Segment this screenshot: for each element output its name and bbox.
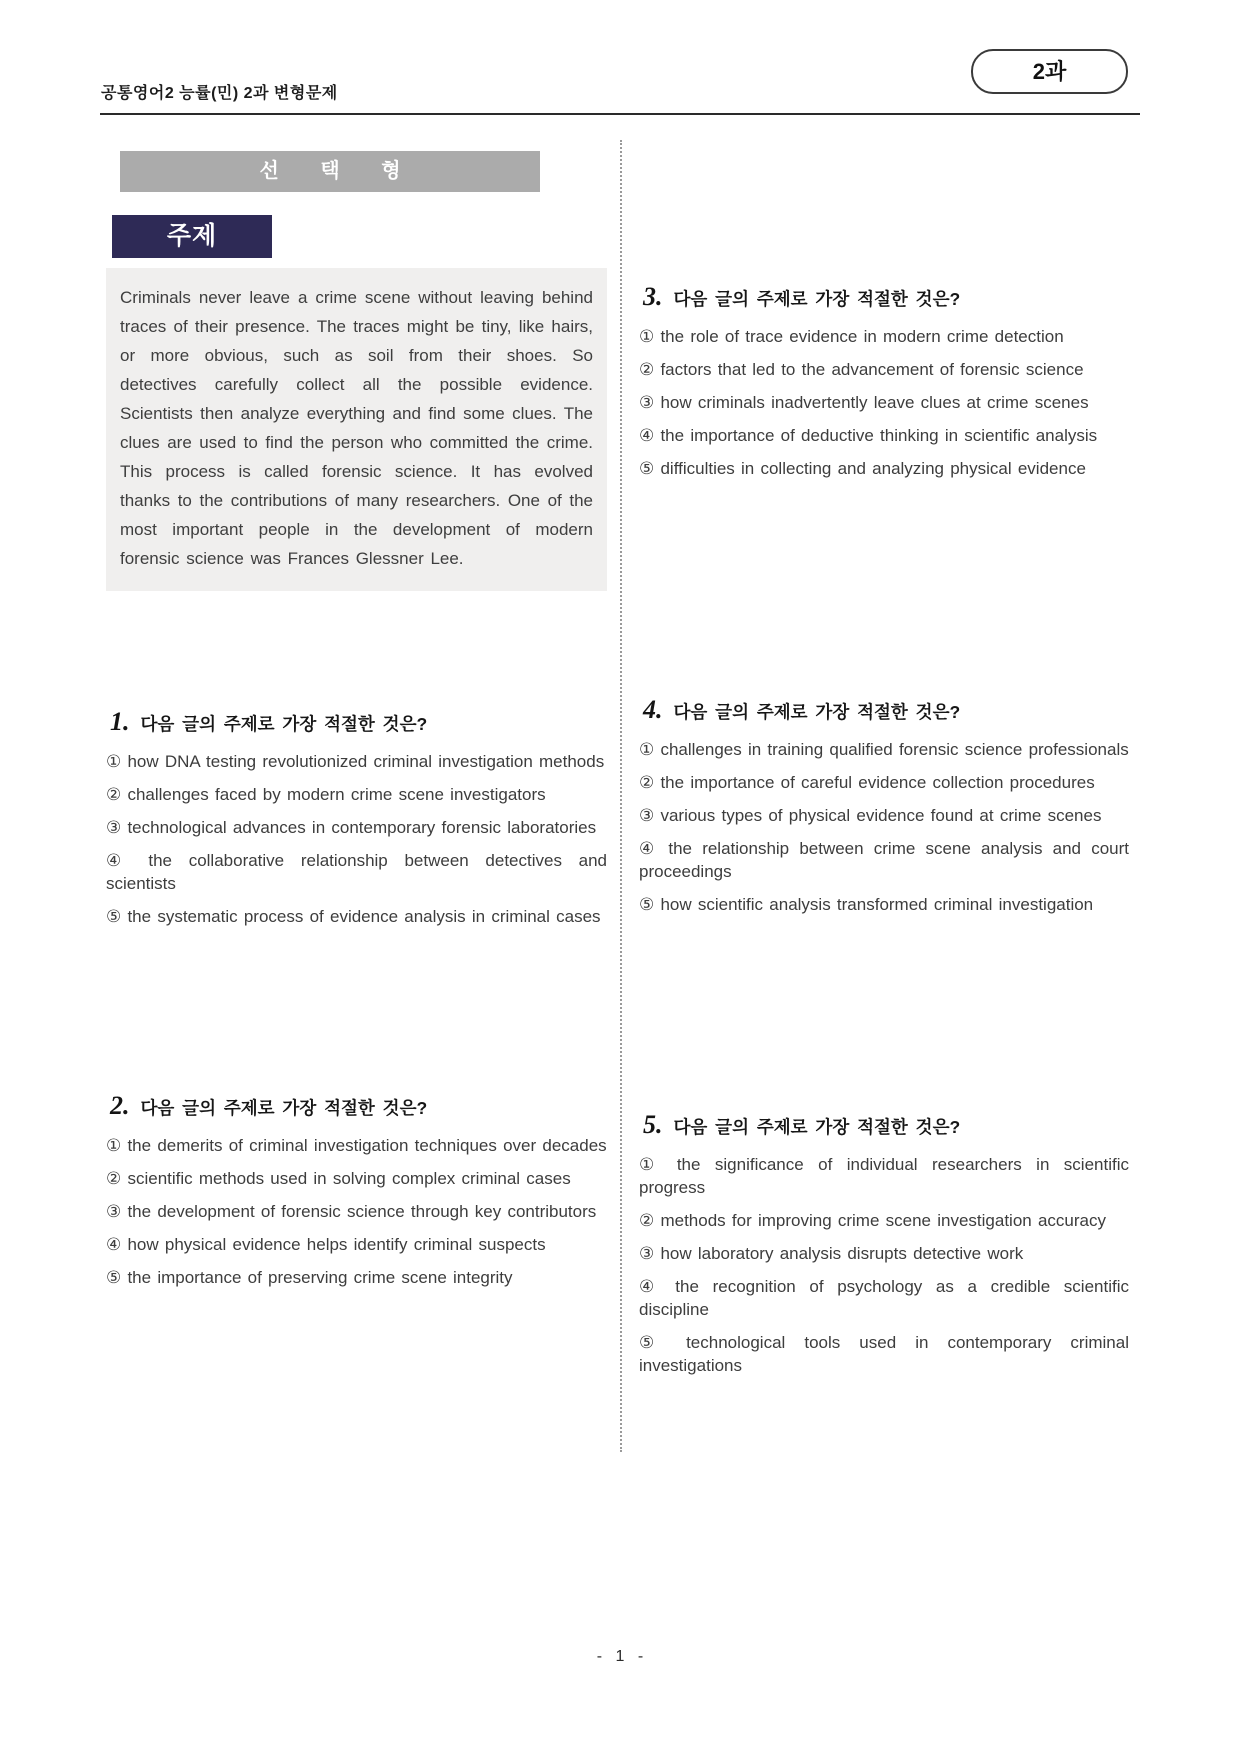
topic-category-label: 주제 xyxy=(112,215,272,258)
question-number: 5. xyxy=(643,1110,663,1139)
question-number: 3. xyxy=(643,282,663,311)
choice-option-5: ⑤ the systematic process of evidence analysis in criminal cases xyxy=(106,907,601,926)
right-column xyxy=(639,0,1129,1752)
left-column xyxy=(106,0,607,1752)
question-prompt: 다음 글의 주제로 가장 적절한 것은? xyxy=(140,714,428,734)
choice-option-3: ③ how laboratory analysis disrupts detective work xyxy=(639,1244,1024,1263)
choice-option-1: ① the demerits of criminal investigation techniques over decades xyxy=(106,1136,607,1155)
choice-option-4: ④ the relationship between crime scene analysis and court proceedings xyxy=(639,839,1129,881)
question-5-header xyxy=(639,1109,1129,1143)
choice-option-5: ⑤ the importance of preserving crime scene integrity xyxy=(106,1268,513,1287)
question-1 xyxy=(106,706,607,928)
choice-option-1: ① the role of trace evidence in modern crime detection xyxy=(639,327,1064,346)
choice-option-1: ① how DNA testing revolutionized criminal investigation methods xyxy=(106,752,605,771)
question-1-header xyxy=(106,706,607,740)
choice-option-4: ④ how physical evidence helps identify criminal suspects xyxy=(106,1235,546,1254)
choice-option-4: ④ the recognition of psychology as a credible scientific discipline xyxy=(639,1277,1129,1319)
unit-badge: 2과 xyxy=(971,49,1128,94)
choice-option-4: ④ the collaborative relationship between detectives and scientists xyxy=(106,851,607,893)
question-number: 4. xyxy=(643,695,663,724)
question-prompt: 다음 글의 주제로 가장 적절한 것은? xyxy=(673,289,961,309)
choice-option-5: ⑤ technological tools used in contemporary criminal investigations xyxy=(639,1333,1129,1375)
choice-option-2: ② methods for improving crime scene investigation accuracy xyxy=(639,1211,1106,1230)
question-3-header xyxy=(639,281,1129,315)
question-prompt: 다음 글의 주제로 가장 적절한 것은? xyxy=(673,1117,961,1137)
question-number: 1. xyxy=(110,707,130,736)
question-2 xyxy=(106,1090,607,1289)
question-4 xyxy=(639,694,1129,916)
choice-option-1: ① challenges in training qualified forensic science professionals xyxy=(639,740,1129,759)
choice-option-2: ② challenges faced by modern crime scene investigators xyxy=(106,785,546,804)
question-5 xyxy=(639,1109,1129,1377)
choice-option-3: ③ technological advances in contemporary forensic laboratories xyxy=(106,818,597,837)
passage-text: Criminals never leave a crime scene without leaving behind traces of their presence. The traces might be tiny, like hairs, or more obvious, such as soil from their shoes. So detectives carefully collect all the possible evidence. Scientists then analyze everything and find some clues. The clues are used to find the person who committed the crime. This process is called forensic science. It has evolved thanks to the contributions of many researchers. One of the most important people in the development of modern forensic science was Frances Glessner Lee. xyxy=(120,288,593,568)
section-type-bar: 선 택 형 xyxy=(120,151,540,192)
page-number: - 1 - xyxy=(596,1648,644,1665)
choice-option-4: ④ the importance of deductive thinking in scientific analysis xyxy=(639,426,1098,445)
choice-option-3: ③ how criminals inadvertently leave clues at crime scenes xyxy=(639,393,1089,412)
question-prompt: 다음 글의 주제로 가장 적절한 것은? xyxy=(140,1098,428,1118)
choice-option-2: ② the importance of careful evidence collection procedures xyxy=(639,773,1095,792)
document-title: 공통영어2 능률(민) 2과 변형문제 xyxy=(101,85,338,102)
question-4-header xyxy=(639,694,1129,728)
choice-option-3: ③ the development of forensic science through key contributors xyxy=(106,1202,597,1221)
choice-option-5: ⑤ difficulties in collecting and analyzing physical evidence xyxy=(639,459,1086,478)
choice-option-5: ⑤ how scientific analysis transformed criminal investigation xyxy=(639,895,1094,914)
question-prompt: 다음 글의 주제로 가장 적절한 것은? xyxy=(673,702,961,722)
choice-option-2: ② factors that led to the advancement of forensic science xyxy=(639,360,1084,379)
question-number: 2. xyxy=(110,1091,130,1120)
question-2-header xyxy=(106,1090,607,1124)
question-3 xyxy=(639,281,1129,480)
column-divider xyxy=(620,140,622,1452)
choice-option-3: ③ various types of physical evidence found at crime scenes xyxy=(639,806,1102,825)
passage-box xyxy=(106,268,607,591)
choice-option-2: ② scientific methods used in solving complex criminal cases xyxy=(106,1169,571,1188)
choice-option-1: ① the significance of individual researchers in scientific progress xyxy=(639,1155,1129,1197)
